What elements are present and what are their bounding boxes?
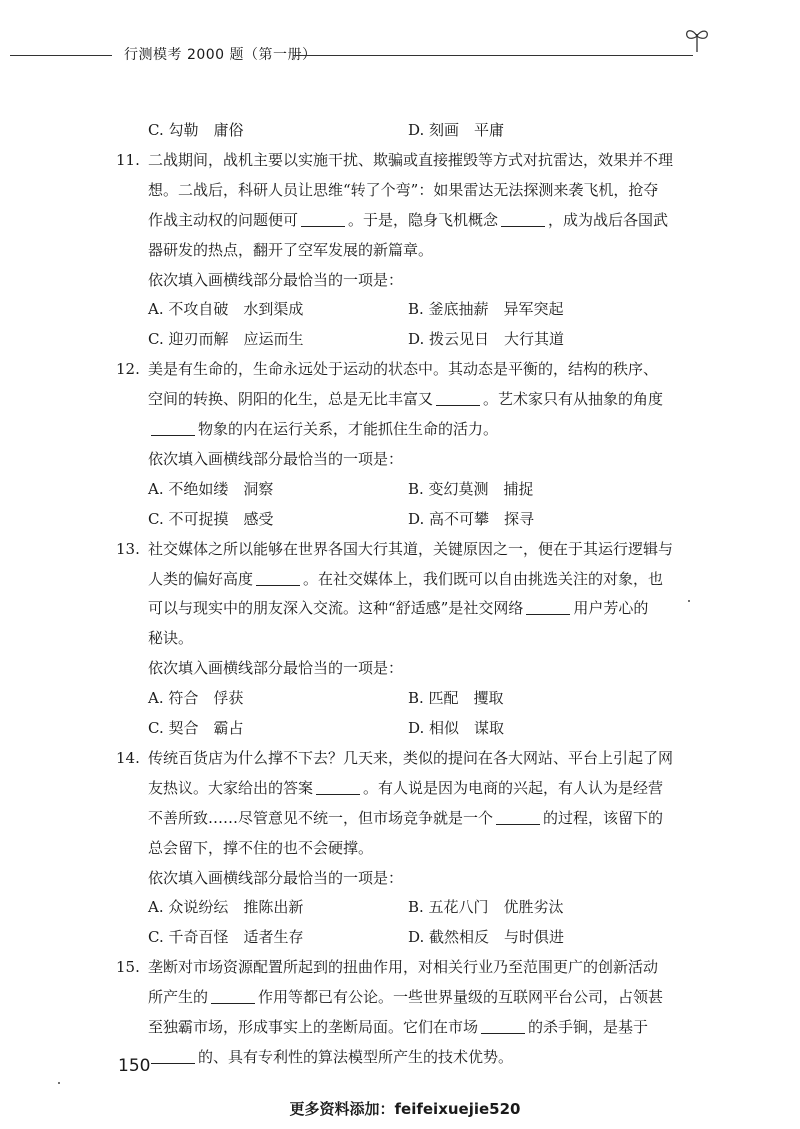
option-right: B. 匹配 攫取 — [408, 689, 504, 708]
text-before-blank: 友热议。大家给出的答案 — [148, 778, 314, 797]
option-left: A. 不攻自破 水到渠成 — [148, 300, 304, 319]
sprout-icon — [683, 24, 711, 54]
text-after-blank: 。有人说是因为电商的兴起，有人认为是经营 — [363, 778, 664, 797]
text-after-blank: 。在社交媒体上，我们既可以自由挑选关注的对象，也 — [303, 569, 664, 588]
text-before-blank: 至独霸市场，形成事实上的垄断局面。它们在市场 — [148, 1018, 479, 1036]
fill-in-blank — [526, 598, 570, 615]
question-text: 二战期间，战机主要以实施干扰、欺骗或直接摧毁等方式对抗雷达，效果并不理 — [148, 150, 674, 169]
footer-contact: feifeixuejie520 — [394, 1100, 521, 1118]
option-right: B. 釜底抽薪 异军突起 — [408, 300, 564, 319]
text-before-blank: 人类的偏好高度 — [148, 569, 254, 588]
question-text — [148, 985, 663, 1009]
question-number: 15. — [116, 958, 140, 977]
option-right: D. 高不可攀 探寻 — [408, 509, 535, 528]
fill-in-blank — [151, 1047, 195, 1064]
footer-label: 更多资料添加： — [289, 1100, 395, 1118]
question-text: 传统百货店为什么撑不下去？几天来，类似的提问在各大网站、平台上引起了网 — [148, 748, 674, 767]
option-left: C. 千奇百怪 适者生存 — [148, 928, 304, 947]
option-left: A. 众说纷纭 推陈出新 — [148, 898, 304, 917]
fill-in-blank — [481, 1017, 525, 1034]
text-after-blank: 的、具有专利性的算法模型所产生的技术优势。 — [198, 1047, 514, 1066]
option-right: B. 变幻莫测 捕捉 — [408, 479, 534, 498]
option-right: D. 相似 谋取 — [408, 719, 505, 737]
text-before-blank: 空间的转换、阴阳的化生，总是无比丰富又 — [148, 390, 434, 409]
option-right: D. 刻画 平庸 — [408, 121, 505, 139]
question-text — [148, 776, 663, 800]
header-rule-left — [10, 55, 112, 56]
header-title: 行测模考 2000 题（第一册） — [124, 47, 317, 63]
question-text: 美是有生命的，生命永远处于运动的状态中。其动态是平衡的，结构的秩序、 — [148, 360, 659, 379]
question-text: 依次填入画横线部分最恰当的一项是： — [148, 659, 404, 678]
fill-in-blank — [301, 210, 345, 227]
question-number: 14. — [116, 748, 140, 767]
question-number: 11. — [116, 150, 140, 169]
text-after-blank: 物象的内在运行关系，才能抓住生命的活力。 — [198, 420, 499, 438]
option-left: A. 符合 俘获 — [148, 689, 244, 708]
header-rule-right — [293, 55, 693, 56]
question-text: 依次填入画横线部分最恰当的一项是： — [148, 449, 404, 468]
question-text — [148, 1045, 513, 1069]
question-text — [148, 208, 668, 232]
option-right: D. 截然相反 与时俱进 — [408, 928, 565, 947]
option-right: D. 拨云见日 大行其道 — [408, 330, 565, 349]
text-after-blank: 。艺术家只有从抽象的角度 — [483, 390, 664, 409]
question-text: 依次填入画横线部分最恰当的一项是： — [148, 270, 404, 289]
option-left: C. 勾勒 庸俗 — [148, 121, 244, 139]
scan-speck — [58, 1082, 60, 1084]
question-text — [148, 806, 663, 830]
question-text — [148, 596, 648, 620]
text-after-blank: 用户芳心的 — [573, 599, 649, 618]
text-before-blank: 可以与现实中的朋友深入交流。这种“舒适感”是社交网络 — [148, 599, 524, 618]
question-text: 想。二战后，科研人员让思维“转了个弯”：如果雷达无法探测来袭飞机，抢夺 — [148, 180, 659, 199]
fill-in-blank — [151, 419, 195, 436]
text-before-blank: 所产生的 — [148, 988, 209, 1007]
text-after-blank: 。于是，隐身飞机概念 — [348, 210, 499, 229]
fill-in-blank — [316, 778, 360, 795]
option-right: B. 五花八门 优胜劣汰 — [408, 898, 564, 917]
question-text — [148, 1015, 648, 1039]
question-text: 依次填入画横线部分最恰当的一项是： — [148, 868, 404, 887]
page-number: 150 — [118, 1056, 151, 1076]
option-left: A. 不绝如缕 洞察 — [148, 479, 274, 498]
fill-in-blank — [256, 569, 300, 586]
text-before-blank: 作战主动权的问题便可 — [148, 210, 299, 229]
text-after-blank: 作用等都已有公论。一些世界量级的互联网平台公司，占领甚 — [258, 988, 664, 1007]
question-number: 12. — [116, 360, 140, 379]
text-after-blank: 的过程，该留下的 — [543, 808, 664, 827]
fill-in-blank — [211, 987, 255, 1004]
scan-speck — [688, 600, 690, 602]
fill-in-blank — [496, 808, 540, 825]
question-text: 垄断对市场资源配置所起到的扭曲作用，对相关行业乃至范围更广的创新活动 — [148, 958, 659, 977]
question-text: 总会留下，撑不住的也不会硬撑。 — [148, 838, 374, 857]
text-after-blank: 的杀手锏，是基于 — [528, 1018, 649, 1036]
question-text: 社交媒体之所以能够在世界各国大行其道，关键原因之一，便在于其运行逻辑与 — [148, 539, 674, 558]
fill-in-blank — [501, 210, 545, 227]
option-left: C. 不可捉摸 感受 — [148, 509, 274, 528]
running-header — [10, 44, 710, 68]
question-text — [148, 417, 498, 441]
footer-note — [0, 1098, 800, 1119]
question-number: 13. — [116, 539, 140, 558]
text-before-blank: 不善所致……尽管意见不统一，但市场竞争就是一个 — [148, 808, 494, 827]
question-text: 器研发的热点，翻开了空军发展的新篇章。 — [148, 240, 434, 259]
question-text: 秘诀。 — [148, 629, 194, 648]
text-after-blank: ，成为战后各国武 — [548, 210, 669, 229]
question-text — [148, 567, 663, 591]
option-left: C. 契合 霸占 — [148, 719, 244, 737]
fill-in-blank — [436, 389, 480, 406]
option-left: C. 迎刃而解 应运而生 — [148, 330, 304, 349]
question-text — [148, 387, 663, 411]
